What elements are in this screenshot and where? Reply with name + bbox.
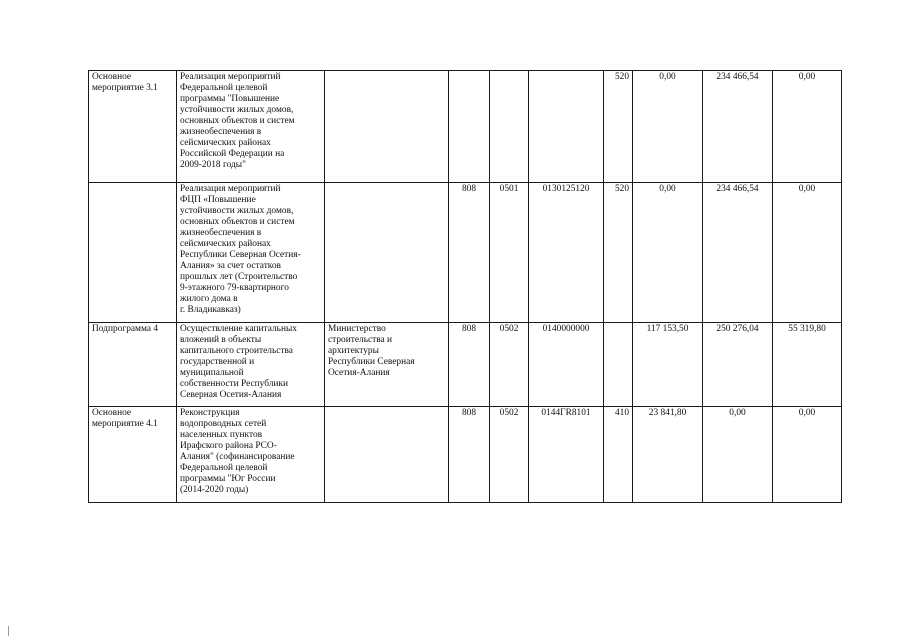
year2-amount-cell: 250 276,04 <box>703 323 773 407</box>
year2-amount-cell: 234 466,54 <box>703 71 773 183</box>
measure-name-cell: Реконструкция водопроводных сетей населенных пунктов Ирафского района РСО- Алания" (софинансирование Федеральной целевой программы "Юг России (2014-2020 годы) <box>177 407 325 503</box>
status-cell: Подпрограмма 4 <box>89 323 177 407</box>
budget-table <box>88 70 842 503</box>
executor-cell <box>325 407 449 503</box>
vr-cell: 520 <box>604 71 633 183</box>
year3-amount-cell: 0,00 <box>773 71 842 183</box>
rzpr-cell: 0502 <box>490 407 529 503</box>
scan-mark <box>8 626 9 636</box>
vr-cell: 410 <box>604 407 633 503</box>
year1-amount-cell: 23 841,80 <box>633 407 703 503</box>
rzpr-cell: 0502 <box>490 323 529 407</box>
grbs-cell: 808 <box>449 323 490 407</box>
table-row <box>89 71 842 183</box>
csr-cell <box>529 71 604 183</box>
executor-cell <box>325 71 449 183</box>
year1-amount-cell: 0,00 <box>633 183 703 323</box>
table-row <box>89 407 842 503</box>
measure-name-cell: Осуществление капитальных вложений в объекты капитального строительства государственной и муниципальной собственности Республики Северная Осетия-Алания <box>177 323 325 407</box>
executor-cell <box>325 183 449 323</box>
year1-amount-cell: 0,00 <box>633 71 703 183</box>
year3-amount-cell: 0,00 <box>773 183 842 323</box>
csr-cell: 0144ГR8101 <box>529 407 604 503</box>
year2-amount-cell: 234 466,54 <box>703 183 773 323</box>
rzpr-cell <box>490 71 529 183</box>
table-row <box>89 183 842 323</box>
year3-amount-cell: 0,00 <box>773 407 842 503</box>
status-cell: Основное мероприятие 4.1 <box>89 407 177 503</box>
vr-cell <box>604 323 633 407</box>
year1-amount-cell: 117 153,50 <box>633 323 703 407</box>
measure-name-cell: Реализация мероприятий ФЦП «Повышение устойчивости жилых домов, основных объектов и систем жизнеобеспечения в сейсмических районах Республики Северная Осетия- Алания» за счет остатков прошлых лет (Строительство 9-этажного 79-квартирного жилого дома в г. Владикавказ) <box>177 183 325 323</box>
grbs-cell: 808 <box>449 183 490 323</box>
table-row <box>89 323 842 407</box>
csr-cell: 0130125120 <box>529 183 604 323</box>
status-cell <box>89 183 177 323</box>
csr-cell: 0140000000 <box>529 323 604 407</box>
year3-amount-cell: 55 319,80 <box>773 323 842 407</box>
measure-name-cell: Реализация мероприятий Федеральной целевой программы "Повышение устойчивости жилых домов, основных объектов и систем жизнеобеспечения в сейсмических районах Российской Федерации на 2009-2018 годы" <box>177 71 325 183</box>
year2-amount-cell: 0,00 <box>703 407 773 503</box>
vr-cell: 520 <box>604 183 633 323</box>
status-cell: Основное мероприятие 3.1 <box>89 71 177 183</box>
grbs-cell <box>449 71 490 183</box>
rzpr-cell: 0501 <box>490 183 529 323</box>
grbs-cell: 808 <box>449 407 490 503</box>
executor-cell: Министерство строительства и архитектуры Республики Северная Осетия-Алания <box>325 323 449 407</box>
